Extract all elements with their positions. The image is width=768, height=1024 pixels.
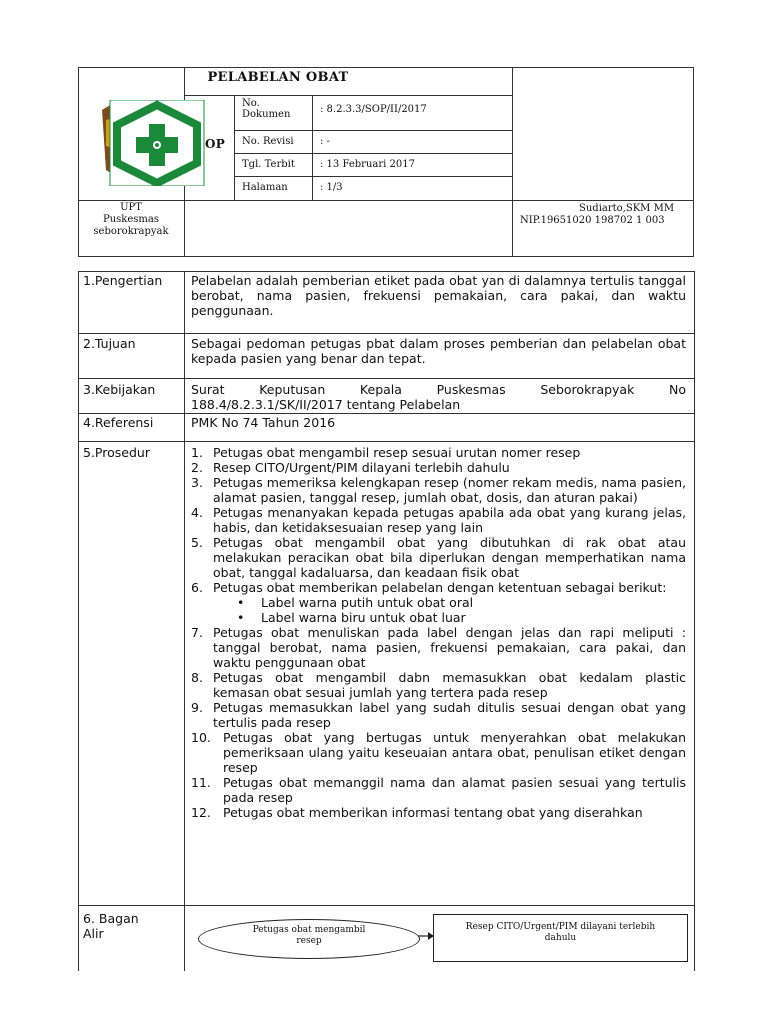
list-item: 3. Petugas memeriksa kelengkapan resep (nomer rekam medis, nama pasien, alamat pasien, tanggal resep, jumlah obat, dosis, dan aturan pakai) — [191, 475, 686, 505]
label-pengertian: 1.Pengertian — [83, 273, 163, 288]
list-item: 11. Petugas obat memanggil nama dan alamat pasien sesuai yang tertulis pada resep — [191, 775, 686, 805]
flow-step-box — [433, 914, 688, 962]
list-item: • Label warna biru untuk obat luar — [237, 610, 466, 625]
list-item: 10. Petugas obat yang bertugas untuk menyerahkan obat melakukan pemeriksaan ulang yaitu keseuaian antara obat, penulisan etiket dengan resep — [191, 730, 686, 775]
list-item: • Label warna putih untuk obat oral — [237, 595, 474, 610]
prosedur-list — [191, 445, 686, 820]
text-pengertian: Pelabelan adalah pemberian etiket pada obat yan di dalamnya tertulis tanggal berobat, nama pasien, frekuensi pemakaian, cara pakai, dan waktu penggunaan. — [191, 273, 686, 318]
label-prosedur: 5.Prosedur — [83, 445, 150, 460]
label-referensi: 4.Referensi — [83, 415, 154, 430]
field-label-halaman: Halaman — [242, 182, 288, 193]
field-value-no-revisi: : - — [320, 136, 330, 147]
list-item: 9. Petugas memasukkan label yang sudah ditulis sesuai dengan obat yang tertulis pada resep — [191, 700, 686, 730]
list-item: 8. Petugas obat mengambil dabn memasukkan obat kedalam plastic kemasan obat sesuai jumlah yang tertera pada resep — [191, 670, 686, 700]
document-title: PELABELAN OBAT — [207, 70, 349, 85]
list-item: 5. Petugas obat mengambil obat yang dibutuhkan di rak obat atau melakukan peracikan obat bila diperlukan dengan memperhatikan nama obat, tanggal kadaluarsa, dan keadaan fisik obat — [191, 535, 686, 580]
field-value-tgl-terbit: : 13 Februari 2017 — [320, 159, 415, 170]
field-label-no-revisi: No. Revisi — [242, 136, 294, 147]
flow-start-text: Petugas obat mengambil resep — [252, 925, 366, 946]
label-kebijakan: 3.Kebijakan — [83, 382, 156, 397]
sop-label: OP — [205, 137, 226, 151]
field-label-tgl-terbit: Tgl. Terbit — [242, 159, 295, 170]
signer-name: Sudiarto,SKM MM — [579, 203, 675, 214]
text-referensi: PMK No 74 Tahun 2016 — [191, 415, 336, 430]
flow-step-text: Resep CITO/Urgent/PIM dilayani terlebih dahulu — [465, 922, 656, 943]
puskesmas-logo — [100, 100, 210, 186]
flow-arrow — [418, 930, 434, 942]
list-item: 4. Petugas menanyakan kepada petugas apabila ada obat yang kurang jelas, habis, dan ketidaksesuaian resep yang lain — [191, 505, 686, 535]
field-value-halaman: : 1/3 — [320, 182, 343, 193]
text-tujuan: Sebagai pedoman petugas pbat dalam proses pemberian dan pelabelan obat kepada pasien yang benar dan tepat. — [191, 336, 686, 366]
label-bagan-alir: 6. Bagan Alir — [83, 911, 139, 941]
field-label-no-dokumen: No. Dokumen — [242, 98, 291, 120]
list-item: 6. Petugas obat memberikan pelabelan dengan ketentuan sebagai berikut: — [191, 580, 667, 595]
text-kebijakan: Surat Keputusan Kepala Puskesmas Seborokrapyak No 188.4/8.2.3.1/SK/II/2017 tentang Pelabelan — [191, 382, 686, 412]
list-item: 2. Resep CITO/Urgent/PIM dilayani terlebih dahulu — [191, 460, 510, 475]
list-item: 12. Petugas obat memberikan informasi tentang obat yang diserahkan — [191, 805, 643, 820]
list-item: 1. Petugas obat mengambil resep sesuai urutan nomer resep — [191, 445, 581, 460]
unit-name: UPT Puskesmas seborokrapyak — [93, 202, 169, 237]
label-tujuan: 2.Tujuan — [83, 336, 136, 351]
field-value-no-dokumen: : 8.2.3.3/SOP/II/2017 — [320, 104, 427, 115]
flow-start-oval — [198, 919, 420, 959]
signer-nip: NIP.19651020 198702 1 003 — [520, 215, 665, 226]
label-color-bullets — [191, 595, 686, 625]
list-item: 7. Petugas obat menuliskan pada label dengan jelas dan rapi meliputi : tanggal berobat, nama pasien, frekuensi pemakaian, cara pakai, dan waktu penggunaan obat — [191, 625, 686, 670]
